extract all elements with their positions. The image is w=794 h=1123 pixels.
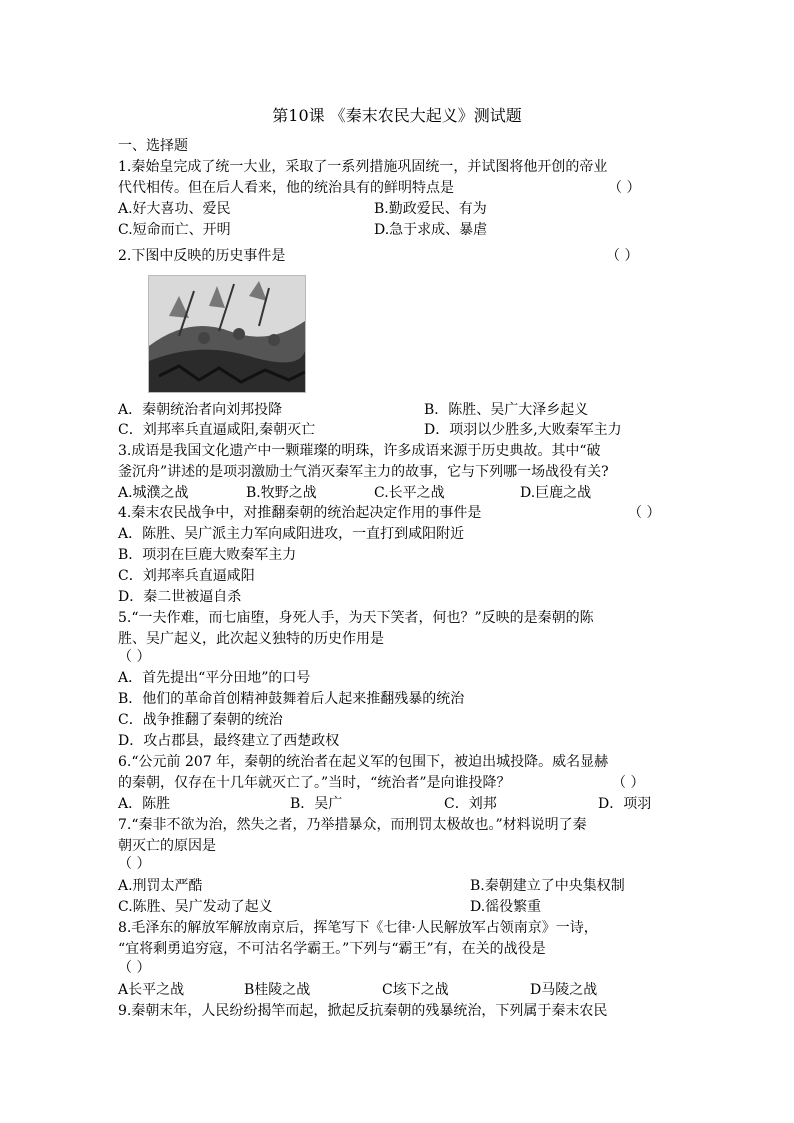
battle-illustration — [148, 275, 306, 393]
q3-option-b: B.牧野之战 — [246, 485, 317, 501]
q4-option-c: C．刘邦率兵直逼咸阳 — [118, 568, 255, 584]
q6-option-b: B．吴广 — [290, 796, 343, 812]
question-2-line-1: 2.下图中反映的历史事件是 — [118, 248, 286, 264]
q2-option-b: B．陈胜、吴广大泽乡起义 — [424, 402, 589, 418]
question-6-line-1: 6.“公元前 207 年，秦朝的统治者在起义军的包围下，被迫出城投降。威名显赫 — [118, 754, 609, 770]
question-1-line-1: 1.秦始皇完成了统一大业，采取了一系列措施巩固统一，并试图将他开创的帝业 — [118, 159, 608, 175]
q3-option-d: D.巨鹿之战 — [520, 485, 592, 501]
answer-blank-8: （ ） — [118, 960, 151, 976]
q7-option-c: C.陈胜、吴广发动了起义 — [118, 899, 273, 915]
question-8-line-1: 8.毛泽东的解放军解放南京后，挥笔写下《七律·人民解放军占领南京》一诗， — [118, 920, 598, 936]
answer-blank-1: （ ） — [608, 180, 641, 196]
battle-scene-image — [149, 276, 305, 392]
q2-option-a: A．秦朝统治者向刘邦投降 — [118, 402, 283, 418]
q3-option-c: C.长平之战 — [374, 485, 445, 501]
q4-option-b: B．项羽在巨鹿大败秦军主力 — [118, 547, 297, 563]
q1-option-a: A.好大喜功、爱民 — [118, 201, 231, 217]
section-heading: 一、选择题 — [118, 138, 188, 154]
answer-blank-2: （ ） — [606, 248, 639, 264]
q5-option-a: A．首先提出“平分田地”的口号 — [118, 670, 311, 686]
q1-option-c: C.短命而亡、开明 — [118, 222, 231, 238]
question-3-line-2: 釜沉舟”讲述的是项羽激励士气消灭秦军主力的故事，它与下列哪一场战役有关? — [118, 464, 609, 480]
q4-option-a: A．陈胜、吴广派主力军向咸阳进攻，一直打到咸阳附近 — [118, 526, 465, 542]
question-6-line-2: 的秦朝，仅存在十几年就灭亡了。”当时，“统治者”是向谁投降？ — [118, 775, 511, 791]
q3-option-a: A.城濮之战 — [118, 485, 189, 501]
q7-option-b: B.秦朝建立了中央集权制 — [470, 878, 625, 894]
answer-blank-4: （ ） — [628, 505, 661, 521]
q1-option-b: B.勤政爱民、有为 — [374, 201, 487, 217]
question-3-line-1: 3.成语是我国文化遗产中一颗璀璨的明珠，许多成语来源于历史典故。其中“破 — [118, 443, 601, 459]
answer-blank-5: （ ） — [118, 649, 151, 665]
question-7-line-1: 7.“秦非不欲为治，然失之者，乃举措暴众，而刑罚太极故也。”材料说明了秦 — [118, 817, 587, 833]
q8-option-c: C垓下之战 — [382, 982, 449, 998]
q5-option-d: D．攻占郡县，最终建立了西楚政权 — [118, 733, 340, 749]
page-title: 第10课 《秦末农民大起义》测试题 — [272, 106, 522, 125]
q2-option-c: C．刘邦率兵直逼咸阳,秦朝灭亡 — [118, 422, 316, 438]
q6-option-d: D．项羽 — [598, 796, 652, 812]
q5-option-c: C．战争推翻了秦朝的统治 — [118, 712, 283, 728]
q6-option-a: A．陈胜 — [118, 796, 171, 812]
q7-option-a: A.刑罚太严酷 — [118, 878, 203, 894]
q8-option-b: B桂陵之战 — [244, 982, 311, 998]
question-7-line-2: 朝灭亡的原因是 — [118, 838, 216, 854]
answer-blank-7: （ ） — [118, 856, 151, 872]
question-9-line-1: 9.秦朝末年，人民纷纷揭竿而起，掀起反抗秦朝的残暴统治，下列属于秦末农民 — [118, 1003, 608, 1019]
question-5-line-1: 5.“一夫作难，而七庙堕，身死人手，为天下笑者，何也？”反映的是秦朝的陈 — [118, 610, 594, 626]
q8-option-a: A长平之战 — [118, 982, 185, 998]
answer-blank-6: （ ） — [612, 775, 645, 791]
q1-option-d: D.急于求成、暴虐 — [374, 222, 488, 238]
q5-option-b: B．他们的革命首创精神鼓舞着后人起来推翻残暴的统治 — [118, 691, 465, 707]
question-4-line-1: 4.秦末农民战争中，对推翻秦朝的统治起决定作用的事件是 — [118, 505, 482, 521]
q2-option-d: D．项羽以少胜多,大败秦军主力 — [424, 422, 622, 438]
q7-option-d: D.徭役繁重 — [470, 899, 542, 915]
q8-option-d: D马陵之战 — [530, 982, 598, 998]
question-1-line-2: 代代相传。但在后人看来，他的统治具有的鲜明特点是 — [118, 180, 454, 196]
q4-option-d: D．秦二世被逼自杀 — [118, 589, 242, 605]
question-5-line-2: 胜、吴广起义，此次起义独特的历史作用是 — [118, 631, 384, 647]
question-8-line-2: “宜将剩勇追穷寇，不可沽名学霸王。”下列与“霸王”有，在关的战役是 — [118, 941, 546, 957]
q6-option-c: C．刘邦 — [444, 796, 497, 812]
